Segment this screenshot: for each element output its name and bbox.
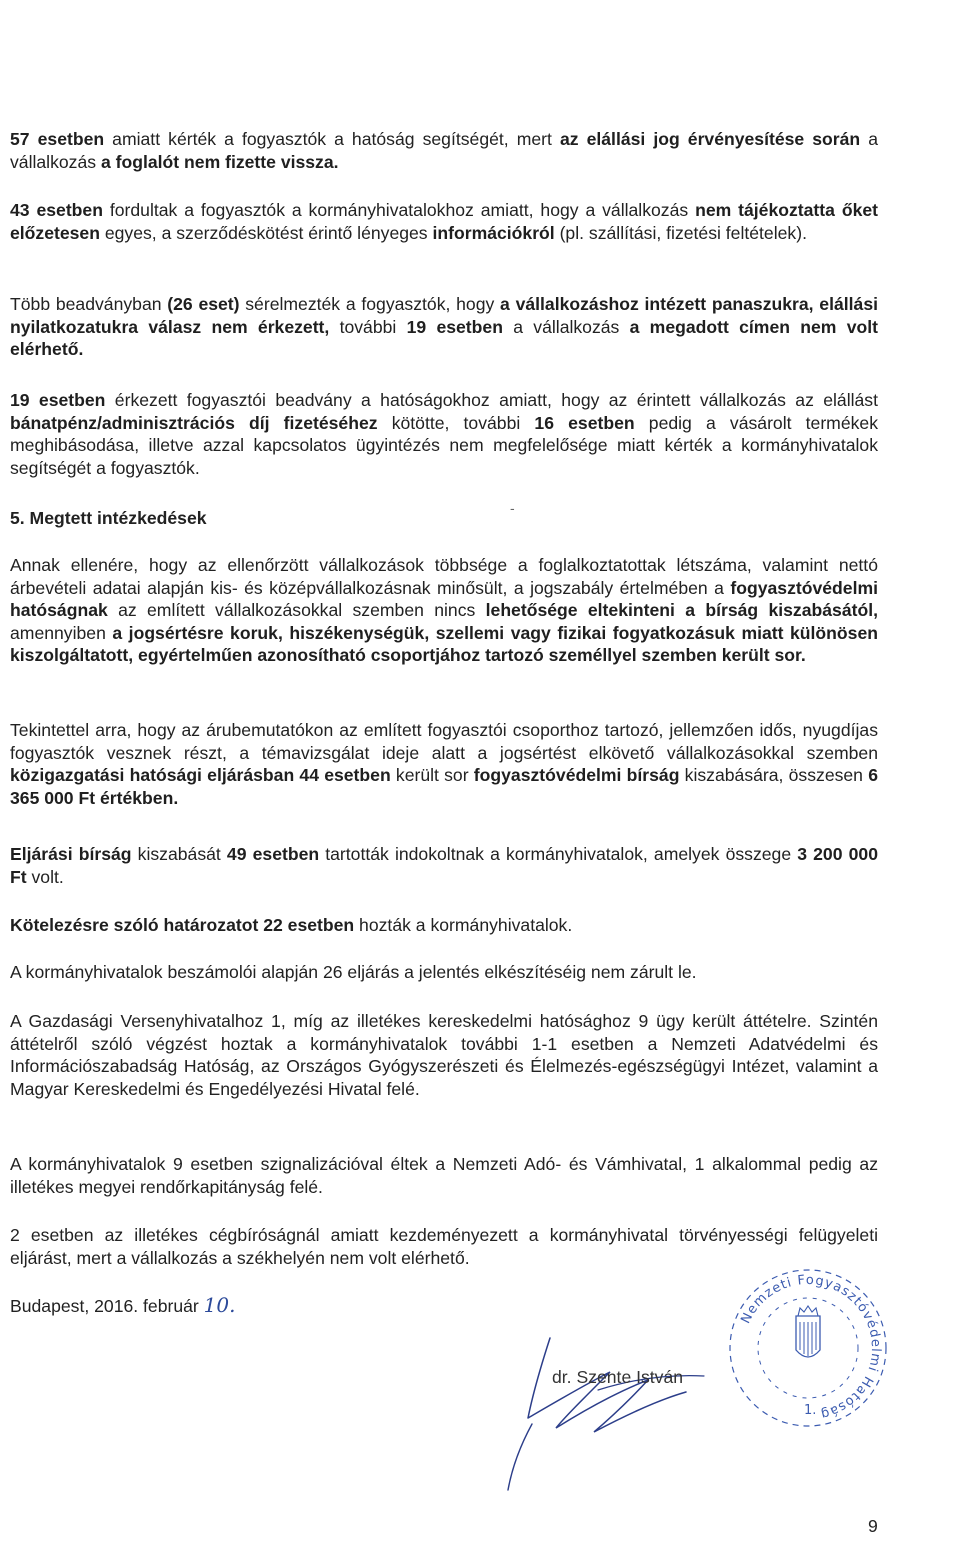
paragraph-44-cases — [10, 719, 878, 809]
text-span: (pl. szállítási, fizetési feltételek). — [554, 222, 807, 243]
bold-count: 19 esetben — [406, 316, 503, 337]
bold-count: 57 esetben — [10, 129, 105, 149]
text-span: egyes, a szerződéskötést érintő lényeges — [99, 222, 433, 243]
paragraph-43-cases — [10, 199, 878, 244]
date-line — [10, 1294, 235, 1317]
paragraph-signalisation: A kormányhivatalok 9 esetben szignalizációval éltek a Nemzeti Adó- és Vámhivatal, 1 alkalommal pedig az illetékes megyei rendőrkapitányság felé. — [10, 1154, 878, 1197]
text-span: az említett vállalkozásokkal szemben nincs — [107, 600, 486, 621]
text-span: amiatt kérték a fogyasztók a hatóság segítségét, mert — [104, 129, 560, 149]
text-span: került sor — [390, 765, 474, 786]
text-span: hozták a kormányhivatalok. — [354, 915, 573, 935]
bold-count: (26 eset) — [167, 294, 240, 314]
bold-count: 19 esetben — [10, 390, 106, 410]
svg-text:Nemzeti Fogyasztóvédelmi Hatós: Nemzeti Fogyasztóvédelmi Hatóság — [738, 1272, 884, 1422]
scan-mark: - — [510, 500, 515, 516]
paragraph-fine-obligation — [10, 554, 878, 667]
bold-amount: 6 365 000 Ft értékben. — [10, 765, 878, 808]
text-span: volt. — [26, 866, 64, 887]
bold-phrase: nem tájékoztatta őket előzetesen — [10, 200, 879, 243]
text-span: kiszabására, összesen — [679, 765, 869, 786]
text-span: Annak ellenére, hogy az ellenőrzött vállalkozások többsége a foglalkoztatottak létszáma, valamint nettó árbevételi adatai alapján kis- és középvállalkozásnak minősült, a jogszabály értelmében a — [10, 555, 878, 598]
paragraph-26-cases — [10, 293, 878, 361]
bold-phrase: Kötelezésre szóló határozatot 22 esetben — [10, 915, 355, 935]
bold-phrase: a jogsértésre koruk, hiszékenységük, szellemi vagy fizikai fogyatkozásuk miatt különösen kiszolgáltatott, egyértelműen azonosítható csoportjához tartozó személlyel szemben került sor. — [10, 622, 878, 666]
text-span: érkezett fogyasztói beadvány a hatóságokhoz amiatt, hogy az érintett vállalkozás az elállást — [105, 390, 878, 410]
text-span: a vállalkozás — [10, 129, 878, 172]
text-span: Több beadványban — [10, 294, 168, 314]
paragraph-court-procedure: 2 esetben az illetékes cégbíróságnál amiatt kezdeményezett a kormányhivatal törvényességi felügyeleti eljárást, mert a vállalkozás a székhelyén nem volt elérhető. — [10, 1225, 878, 1268]
seal-number: 1. — [804, 1403, 817, 1418]
date-printed: Budapest, 2016. február — [10, 1296, 199, 1316]
paragraph-open-procedures: A kormányhivatalok beszámolói alapján 26 eljárás a jelentés elkészítéséig nem zárult le. — [10, 962, 697, 982]
paragraph-19-cases — [10, 389, 878, 479]
text-span: Tekintettel arra, hogy az árubemutatókon az említett fogyasztói csoporthoz tartozó, jellemzően idős, nyugdíjas fogyasztók vesznek részt, a témavizsgálat ideje alatt a jogsértést elkövető vállalkozásokkal szemben — [10, 720, 878, 763]
bold-amount: 3 200 000 Ft — [10, 844, 878, 887]
section-heading: 5. Megtett intézkedések — [10, 508, 207, 528]
bold-phrase: a foglalót nem fizette vissza. — [100, 151, 339, 172]
bold-count: 16 esetben — [534, 412, 635, 433]
bold-phrase: fogyasztóvédelmi hatóságnak — [10, 577, 878, 621]
bold-phrase: a megadott címen nem volt elérhető. — [10, 316, 878, 360]
bold-phrase: Eljárási bírság — [10, 844, 132, 864]
bold-phrase: bánatpénz/adminisztrációs díj fizetéséhez — [10, 412, 378, 433]
page-number: 9 — [868, 1516, 878, 1536]
paragraph-transfers: A Gazdasági Versenyhivatalhoz 1, míg az illetékes kereskedelmi hatósághoz 9 ügy került áttételre. Szintén áttételről szóló végzést hoztak a kormányhivatalok további 1-1 esetben a Nemzeti Adatvédelmi és Információszabadság Hatóság, az Országos Gyógyszerészeti és Élelmezés-egészségügyi Intézet, valamint a Magyar Kereskedelmi és Engedélyezési Hivatal felé. — [10, 1011, 878, 1099]
bold-count: 49 esetben — [226, 844, 320, 864]
coat-of-arms-icon — [796, 1306, 820, 1357]
bold-phrase: közigazgatási hatósági eljárásban 44 esetben — [10, 765, 391, 786]
text-span: pedig a vásárolt termékek meghibásodása, illetve azzal kapcsolatos ügyintézés nem megfelelősége miatt kérték a kormányhivatalok segítségét a fogyasztók. — [10, 412, 878, 478]
text-span: amennyiben — [10, 622, 113, 643]
paragraph-obligation-decisions — [10, 914, 878, 937]
text-span: kiszabását — [131, 844, 227, 864]
text-span: további — [329, 316, 407, 337]
bold-phrase: információkról — [432, 222, 555, 243]
paragraph-procedural-fine — [10, 843, 878, 888]
text-span: sérelmezték a fogyasztók, hogy — [239, 294, 501, 314]
bold-phrase: a vállalkozáshoz intézett panaszukra, elállási nyilatkozatukra válasz nem érkezett, — [10, 294, 878, 337]
bold-phrase: lehetősége eltekinteni a bírság kiszabásától, — [485, 600, 879, 621]
bold-phrase: fogyasztóvédelmi bírság — [473, 765, 680, 786]
bold-count: 43 esetben — [10, 200, 103, 220]
bold-phrase: az elállási jog érvényesítése során — [559, 129, 861, 149]
paragraph-57-cases — [10, 128, 878, 173]
text-span: tartották indokoltnak a kormányhivatalok, amelyek összege — [319, 844, 798, 864]
handwritten-signature — [490, 1320, 750, 1500]
official-seal — [724, 1264, 892, 1432]
text-span: a vállalkozás — [502, 316, 630, 337]
date-handwritten-day: 10. — [203, 1293, 236, 1317]
text-span: fordultak a fogyasztók a kormányhivatalokhoz amiatt, hogy a vállalkozás — [102, 200, 696, 220]
text-span: kötötte, további — [377, 412, 535, 433]
signer-name: dr. Szente István — [552, 1367, 684, 1387]
